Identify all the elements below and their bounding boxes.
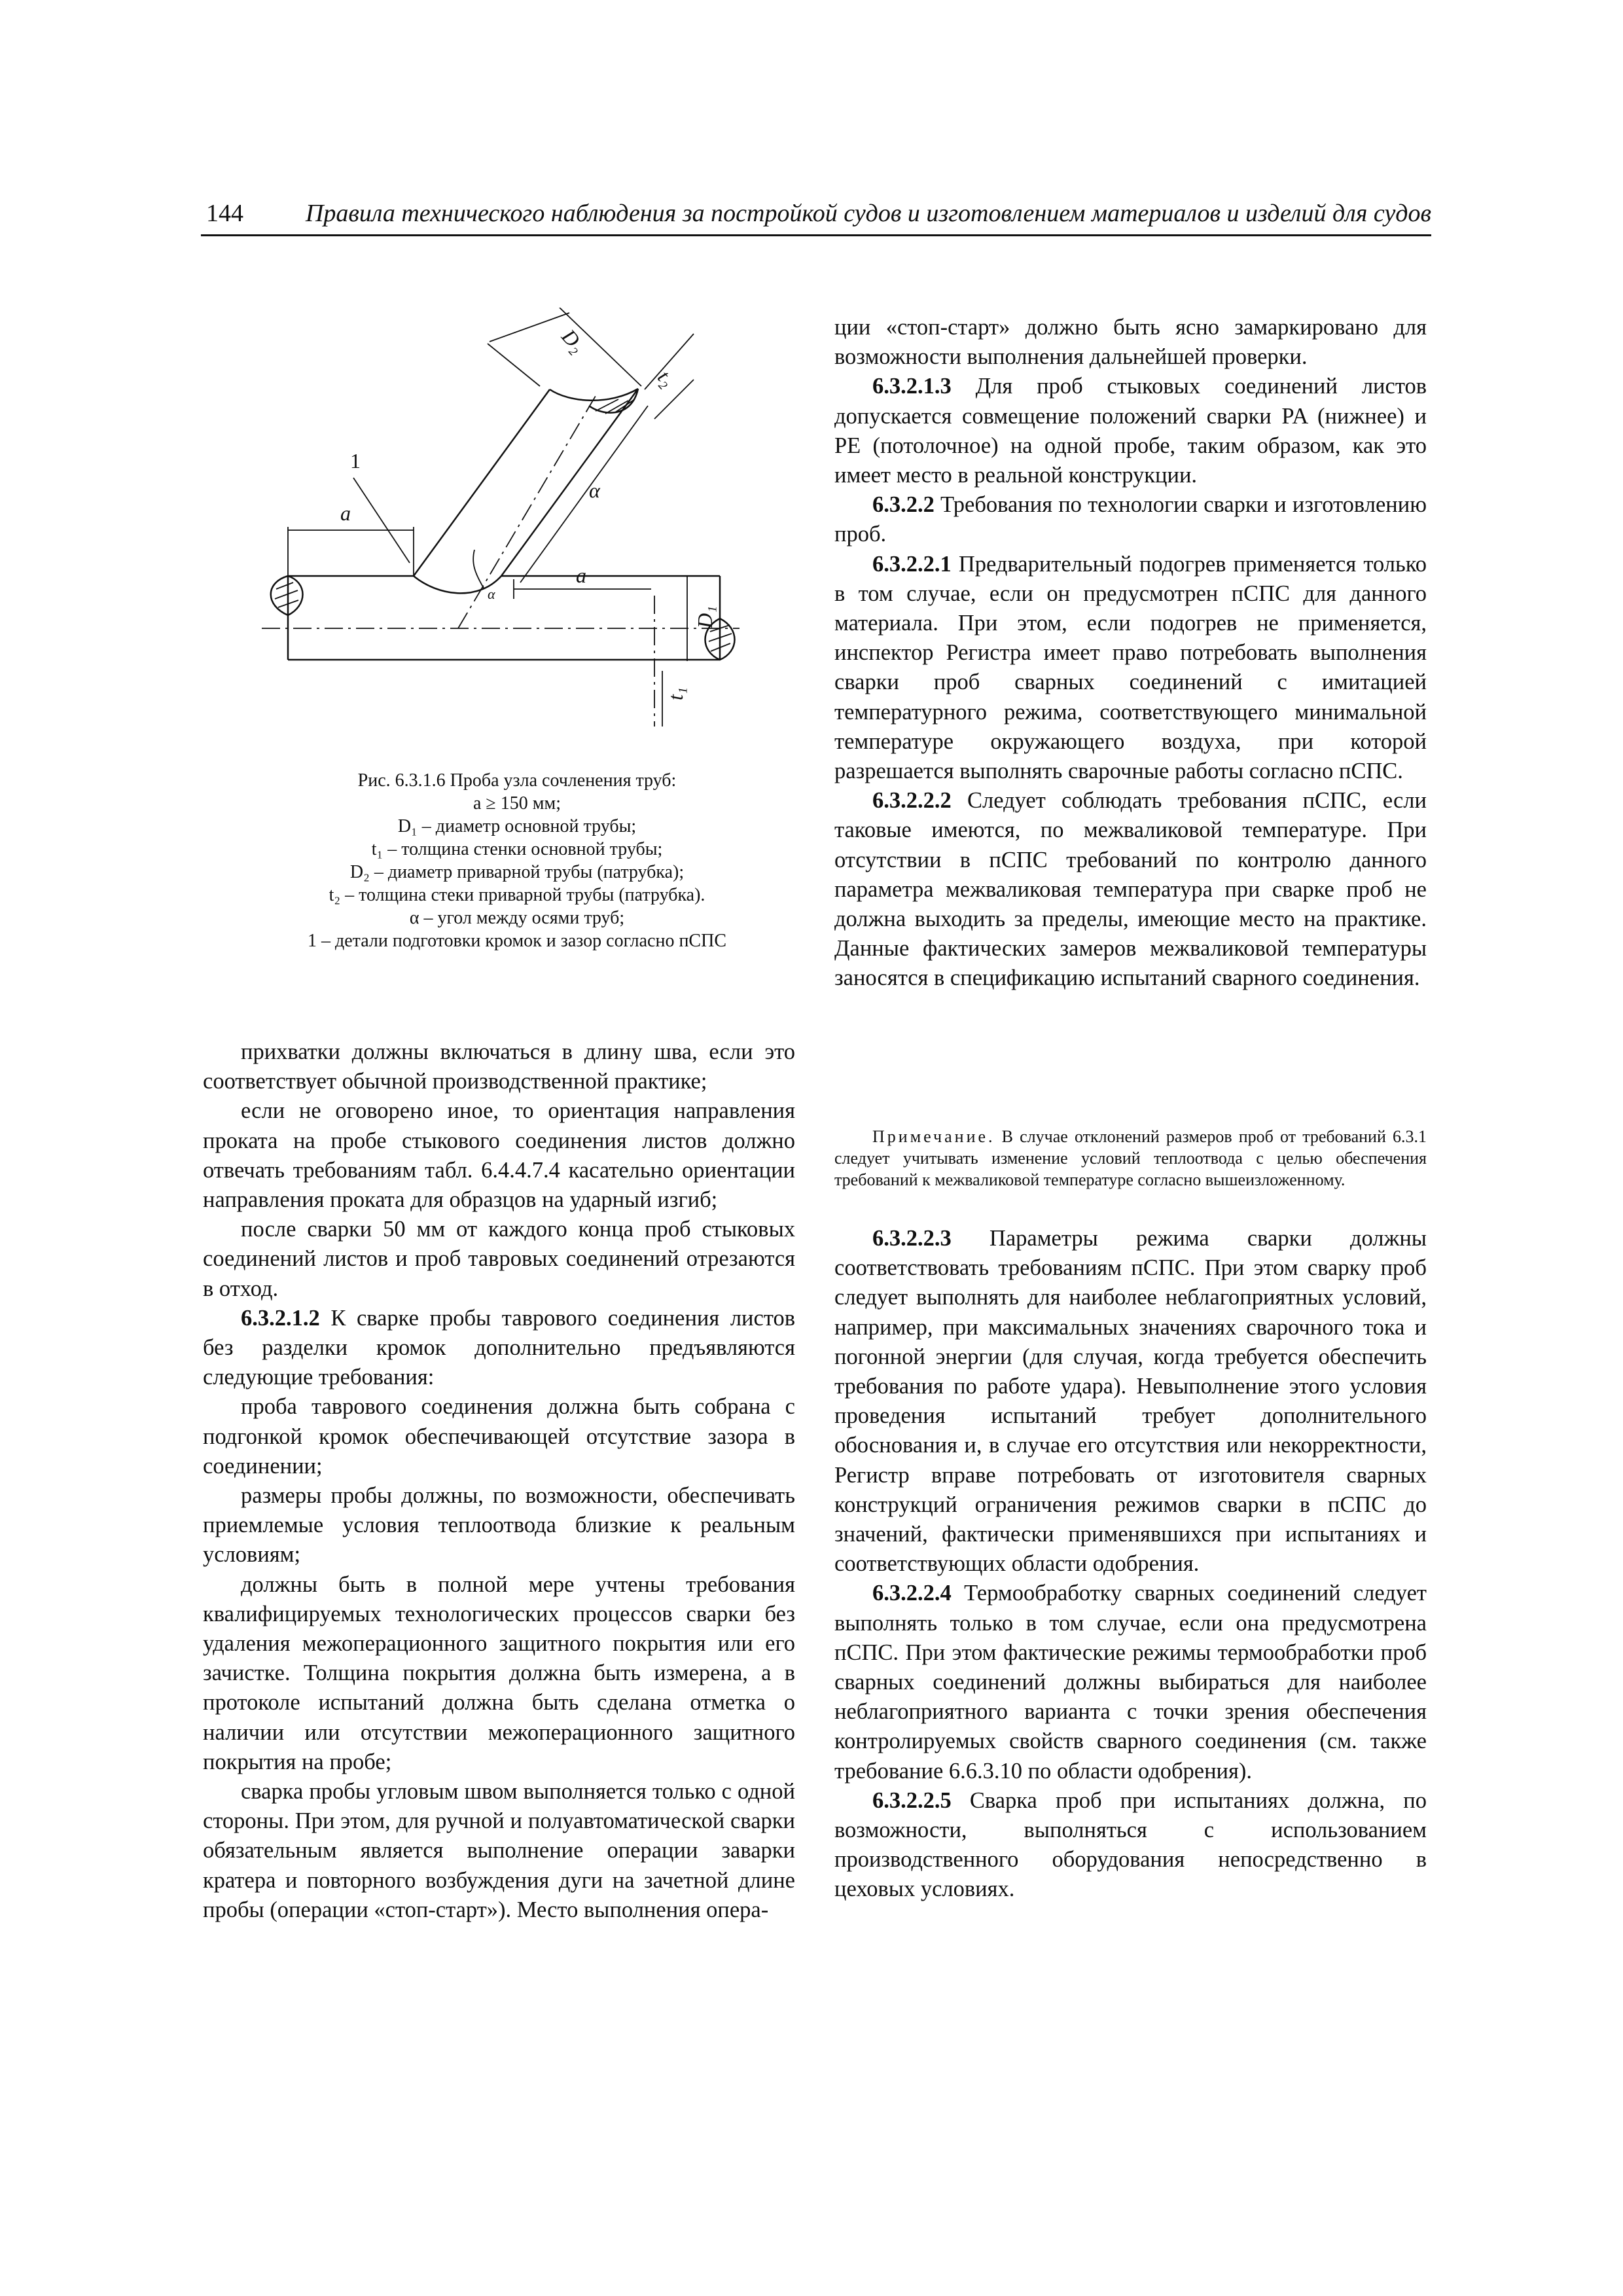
paragraph (203, 1096, 795, 1215)
paragraph-text: проба таврового соединения должна быть собрана с подгонкой кромок обеспечивающей отсутствие зазора в соединении; (203, 1394, 795, 1479)
paragraph-text: Сварка проб при испытаниях должна, по возможности, выполняться с использованием производственного оборудования непосредственно в цеховых условиях. (834, 1787, 1427, 1902)
paragraph-text: Термообработку сварных соединений следует выполнять только в том случае, если она предусмотрена пСПС. При этом фактические режимы термообработки проб сварных соединений должны выбираться для наиболее неблагоприятного варианта с точки зрения обеспечения контролируемых свойств сварного соединения (см. также требование 6.6.3.10 по области одобрения). (834, 1581, 1427, 1784)
label-a-left: a (340, 501, 351, 525)
label-t2: t₂ (653, 365, 680, 391)
label-d2: D₂ (557, 324, 590, 357)
paragraph (834, 490, 1427, 549)
paragraph-text: размеры пробы должны, по возможности, обеспечивать приемлемые условия теплоотвода близкие к реальным условиям; (203, 1483, 795, 1568)
label-d1: D₁ (693, 605, 717, 628)
paragraph-text: после сварки 50 мм от каждого конца проб стыковых соединений листов и проб тавровых соединений отрезаются в отход. (203, 1217, 795, 1301)
paragraph (203, 1570, 795, 1777)
paragraph-text: если не оговорено иное, то ориентация направления проката на пробе стыкового соединения листов должно отвечать требованиям табл. 6.4.4.7.4 касательно ориентации направления проката для образцов на ударный изгиб; (203, 1098, 795, 1213)
paragraph (203, 1481, 795, 1570)
caption-line: t₂ – толщина стеки приварной трубы (патрубка). (329, 885, 705, 905)
section-number: 6.3.2.2.1 (872, 551, 952, 577)
paragraph-text: Параметры режима сварки должны соответствовать требованиям пСПС. При этом сварку проб следует выполнять для наиболее неблагоприятных условий, например, при максимальных значениях сварочного тока и погонной энергии (для случая, когда требуется обеспечить требования по работе удара). Невыполнение этого условия проведения испытаний требует дополнительного обоснования и, в случае его отсутствия или некорректности, Регистр вправе потребовать от изготовителя сварных конструкций ограничения режимов сварки в пСПС до значений, фактически применявшихся при испытаниях и соответствующих области одобрения. (834, 1226, 1427, 1577)
label-a-right: a (576, 564, 586, 587)
caption-line: 1 – детали подготовки кромок и зазор согласно пСПС (307, 931, 727, 951)
paragraph-text: Требования по технологии сварки и изготовлению проб. (834, 492, 1427, 547)
pipe-joint-drawing (262, 308, 772, 753)
paragraph-text: ции «стоп-старт» должно быть ясно замаркировано для возможности выполнения дальнейшей проверки. (834, 315, 1427, 370)
caption-line: α – угол между осями труб; (409, 908, 625, 928)
caption-line: D₂ – диаметр приварной трубы (патрубка); (349, 862, 685, 882)
caption-line: t₁ – толщина стенки основной трубы; (371, 839, 663, 859)
section-number: 6.3.2.2.4 (872, 1581, 952, 1606)
paragraph-text: Следует соблюдать требования пСПС, если таковые имеются, по межваликовой температуре. При отсутствии в пСПС требований по контролю данного параметра межваликовая температура при сварке проб не должна выходить за пределы, имеющие место на практике. Данные фактических замеров межваликовой температуры заносятся в спецификацию испытаний сварного соединения. (834, 788, 1427, 991)
paragraph (834, 1786, 1427, 1905)
caption-line: D₁ – диаметр основной трубы; (397, 816, 637, 836)
paragraph (203, 1215, 795, 1304)
right-column-bottom (834, 1224, 1427, 1905)
paragraph (834, 1224, 1427, 1579)
running-title: Правила технического наблюдения за постройкой судов и изготовлением материалов и изделий для судов (305, 200, 1431, 227)
paragraph (834, 372, 1427, 490)
label-detail-1: 1 (350, 449, 361, 473)
paragraph-text: Для проб стыковых соединений листов допускается совмещение положений сварки PA (нижнее) и PE (потолочное) на одной пробе, таким образом, как это имеет место в реальной конструкции. (834, 374, 1427, 488)
section-number: 6.3.2.2 (872, 492, 935, 518)
section-number: 6.3.2.2.5 (872, 1787, 952, 1813)
label-alpha-axis: α (589, 478, 600, 502)
paragraph-text: сварка пробы угловым швом выполняется только с одной стороны. При этом, для ручной и полуавтоматической сварки обязательным является выполнение операции заварки кратера и повторного возбуждения дуги на зачетной длине пробы (операции «стоп-старт»). Место выполнения опера- (203, 1779, 795, 1922)
label-alpha-angle: α (488, 586, 495, 602)
section-number: 6.3.2.2.3 (872, 1226, 952, 1251)
paragraph-text: прихватки должны включаться в длину шва, если это соответствует обычной производственной практике; (203, 1039, 795, 1094)
paragraph-text: должны быть в полной мере учтены требования квалифицируемых технологических процессов сварки без удаления межоперационного защитного покрытия или его зачистке. Толщина покрытия должна быть измерена, а в протоколе испытаний должна быть сделана отметка о наличии или отсутствии межоперационного защитного покрытия на пробе; (203, 1571, 795, 1774)
label-t1: t₁ (664, 687, 687, 700)
pipe-joint-figure (262, 308, 772, 753)
paragraph (203, 1777, 795, 1925)
paragraph-text: К сварке пробы таврового соединения листов без разделки кромок дополнительно предъявляются следующие требования: (203, 1305, 795, 1390)
paragraph (203, 1304, 795, 1393)
page-header (201, 196, 1431, 236)
right-column-top (834, 313, 1427, 994)
paragraph (834, 550, 1427, 787)
section-number: 6.3.2.2.2 (872, 788, 952, 814)
page-number: 144 (206, 200, 243, 227)
section-number: 6.3.2.1.3 (872, 374, 952, 399)
note-label: Примечание. (872, 1127, 995, 1146)
paragraph (203, 1392, 795, 1481)
paragraph (834, 786, 1427, 993)
paragraph (834, 1579, 1427, 1785)
figure-caption (262, 769, 772, 952)
paragraph-text: Предварительный подогрев применяется только в том случае, если он предусмотрен пСПС для данного материала. При этом, если подогрев не применяется, инспектор Регистра имеет право потребовать выполнения сварки проб сварных соединений с имитацией температурного режима, соответствующего минимальной температуре окружающего воздуха, при которой разрешается выполнять сварочные работы согласно пСПС. (834, 551, 1427, 784)
caption-line: Рис. 6.3.1.6 Проба узла сочленения труб: (357, 770, 677, 791)
paragraph (203, 1037, 795, 1096)
note-text: В случае отклонений размеров проб от требований 6.3.1 следует учитывать изменение условий теплоотвода с целью обеспечения требований к межваликовой температуре согласно вышеизложенному. (834, 1127, 1427, 1189)
caption-line: a ≥ 150 мм; (473, 793, 561, 814)
left-column (203, 1037, 795, 1925)
section-number: 6.3.2.1.2 (241, 1305, 320, 1331)
paragraph (834, 313, 1427, 372)
note-block (834, 1126, 1427, 1191)
